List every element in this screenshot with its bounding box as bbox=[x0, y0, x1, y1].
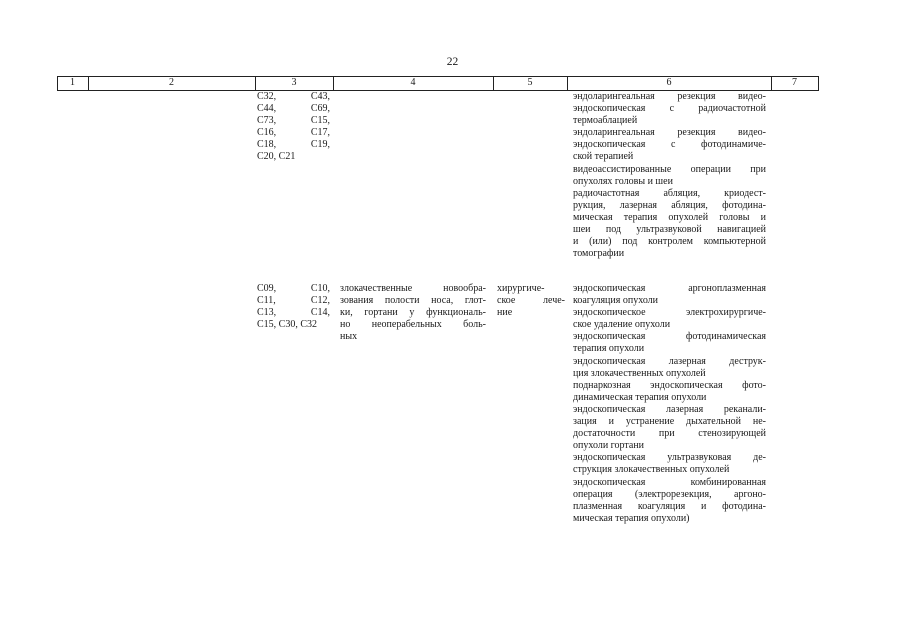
method-line: эндоскопическое электрохирургиче- bbox=[573, 307, 766, 319]
method-line: ской терапией bbox=[573, 151, 634, 163]
methods-block-1 bbox=[573, 91, 766, 260]
diagnosis-line: злокачественные новообра- bbox=[340, 283, 486, 294]
column-number: 2 bbox=[169, 77, 174, 88]
method-line: коагуляция опухоли bbox=[573, 295, 659, 307]
method-line: динамическая терапия опухоли bbox=[573, 391, 707, 403]
diagnosis-line: зования полости носа, глот- bbox=[340, 295, 486, 307]
method-line: эндоскопическая ультразвуковая де- bbox=[573, 452, 766, 464]
column-number: 6 bbox=[666, 77, 672, 88]
method-line: плазменная коагуляция и фотодина- bbox=[573, 500, 766, 512]
page-number: 22 bbox=[446, 56, 459, 68]
method-line: достаточности при стенозирующей bbox=[573, 428, 766, 440]
col-divider bbox=[818, 76, 819, 90]
code-row bbox=[257, 115, 330, 127]
code: C14, bbox=[310, 307, 330, 319]
column-number: 7 bbox=[792, 77, 797, 88]
method-line: эндоскопическая лазерная деструк- bbox=[573, 355, 766, 367]
code: C12, bbox=[310, 295, 330, 307]
method-line: томографии bbox=[573, 248, 625, 260]
code: C13, bbox=[257, 307, 277, 319]
method-line: эндоскопическая с фотодинамиче- bbox=[573, 139, 766, 151]
code-row bbox=[257, 103, 330, 115]
method-line: опухолях головы и шеи bbox=[573, 175, 673, 187]
methods-block-2 bbox=[573, 283, 766, 525]
code: C09, bbox=[257, 283, 277, 294]
method-line: мическая терапия опухолей головы и bbox=[573, 211, 766, 223]
code: C32, bbox=[257, 91, 277, 102]
method-line: операция (электрорезекция, аргоно- bbox=[573, 488, 766, 500]
diagnosis-line: ки, гортани у функциональ- bbox=[340, 307, 486, 319]
column-number: 3 bbox=[291, 77, 297, 88]
code-row bbox=[257, 319, 330, 331]
method-line: рукция, лазерная абляция, фотодина- bbox=[573, 199, 766, 211]
method-line: поднаркозная эндоскопическая фото- bbox=[573, 379, 766, 391]
code: C73, bbox=[257, 115, 277, 127]
method-line: терапия опухоли bbox=[573, 343, 645, 355]
diagnosis-block-2 bbox=[340, 283, 486, 343]
method-line: эндоскопическая фотодинамическая bbox=[573, 331, 766, 343]
diagnosis-line: ных bbox=[340, 331, 358, 343]
code: C15, C30, C32 bbox=[257, 319, 318, 331]
code-row bbox=[257, 139, 330, 151]
code: C18, bbox=[257, 139, 277, 151]
code: C20, C21 bbox=[257, 151, 296, 163]
method-line: эндоларингеальная резекция видео- bbox=[573, 91, 766, 102]
method-line: эндоскопическая аргоноплазменная bbox=[573, 283, 766, 294]
column-number: 4 bbox=[410, 77, 416, 88]
code: C11, bbox=[257, 295, 276, 307]
code: C43, bbox=[310, 91, 330, 102]
code-row bbox=[257, 127, 330, 139]
method-line: эндоскопическая с радиочастотной bbox=[573, 103, 766, 115]
code-row bbox=[257, 283, 330, 295]
method-line: ское удаление опухоли bbox=[573, 319, 671, 331]
code: C19, bbox=[310, 139, 330, 151]
method-line: ция злокачественных опухолей bbox=[573, 367, 706, 379]
icd-codes-block-1 bbox=[257, 91, 330, 164]
code-row bbox=[257, 295, 330, 307]
code-row bbox=[257, 151, 330, 163]
treatment-line: ние bbox=[497, 307, 513, 319]
method-line: и (или) под контролем компьютерной bbox=[573, 236, 766, 248]
method-line: зация и устранение дыхательной не- bbox=[573, 416, 766, 428]
treatment-type-block-2 bbox=[497, 283, 565, 319]
method-line: видеоассистированные операции при bbox=[573, 163, 766, 175]
method-line: эндоскопическая комбинированная bbox=[573, 476, 766, 488]
code: C17, bbox=[310, 127, 330, 139]
code: C15, bbox=[310, 115, 330, 127]
method-line: шеи под ультразвуковой навигацией bbox=[573, 224, 766, 236]
method-line: мическая терапия опухоли) bbox=[573, 512, 690, 524]
code: C16, bbox=[257, 127, 277, 139]
method-line: термоаблацией bbox=[573, 115, 638, 127]
icd-codes-block-2 bbox=[257, 283, 330, 331]
column-number: 1 bbox=[70, 77, 75, 88]
treatment-line: хирургиче- bbox=[497, 283, 545, 294]
code-row bbox=[257, 91, 330, 103]
code: C10, bbox=[310, 283, 330, 294]
method-line: эндоскопическая лазерная реканали- bbox=[573, 403, 766, 415]
method-line: эндоларингеальная резекция видео- bbox=[573, 127, 766, 139]
method-line: радиочастотная абляция, криодест- bbox=[573, 187, 766, 199]
treatment-line: ское лече- bbox=[497, 295, 565, 307]
column-number: 5 bbox=[527, 77, 533, 88]
code: C44, bbox=[257, 103, 277, 115]
method-line: струкция злокачественных опухолей bbox=[573, 464, 730, 476]
code: C69, bbox=[310, 103, 330, 115]
method-line: опухоли гортани bbox=[573, 440, 645, 452]
diagnosis-line: но неоперабельных боль- bbox=[340, 319, 486, 331]
code-row bbox=[257, 307, 330, 319]
